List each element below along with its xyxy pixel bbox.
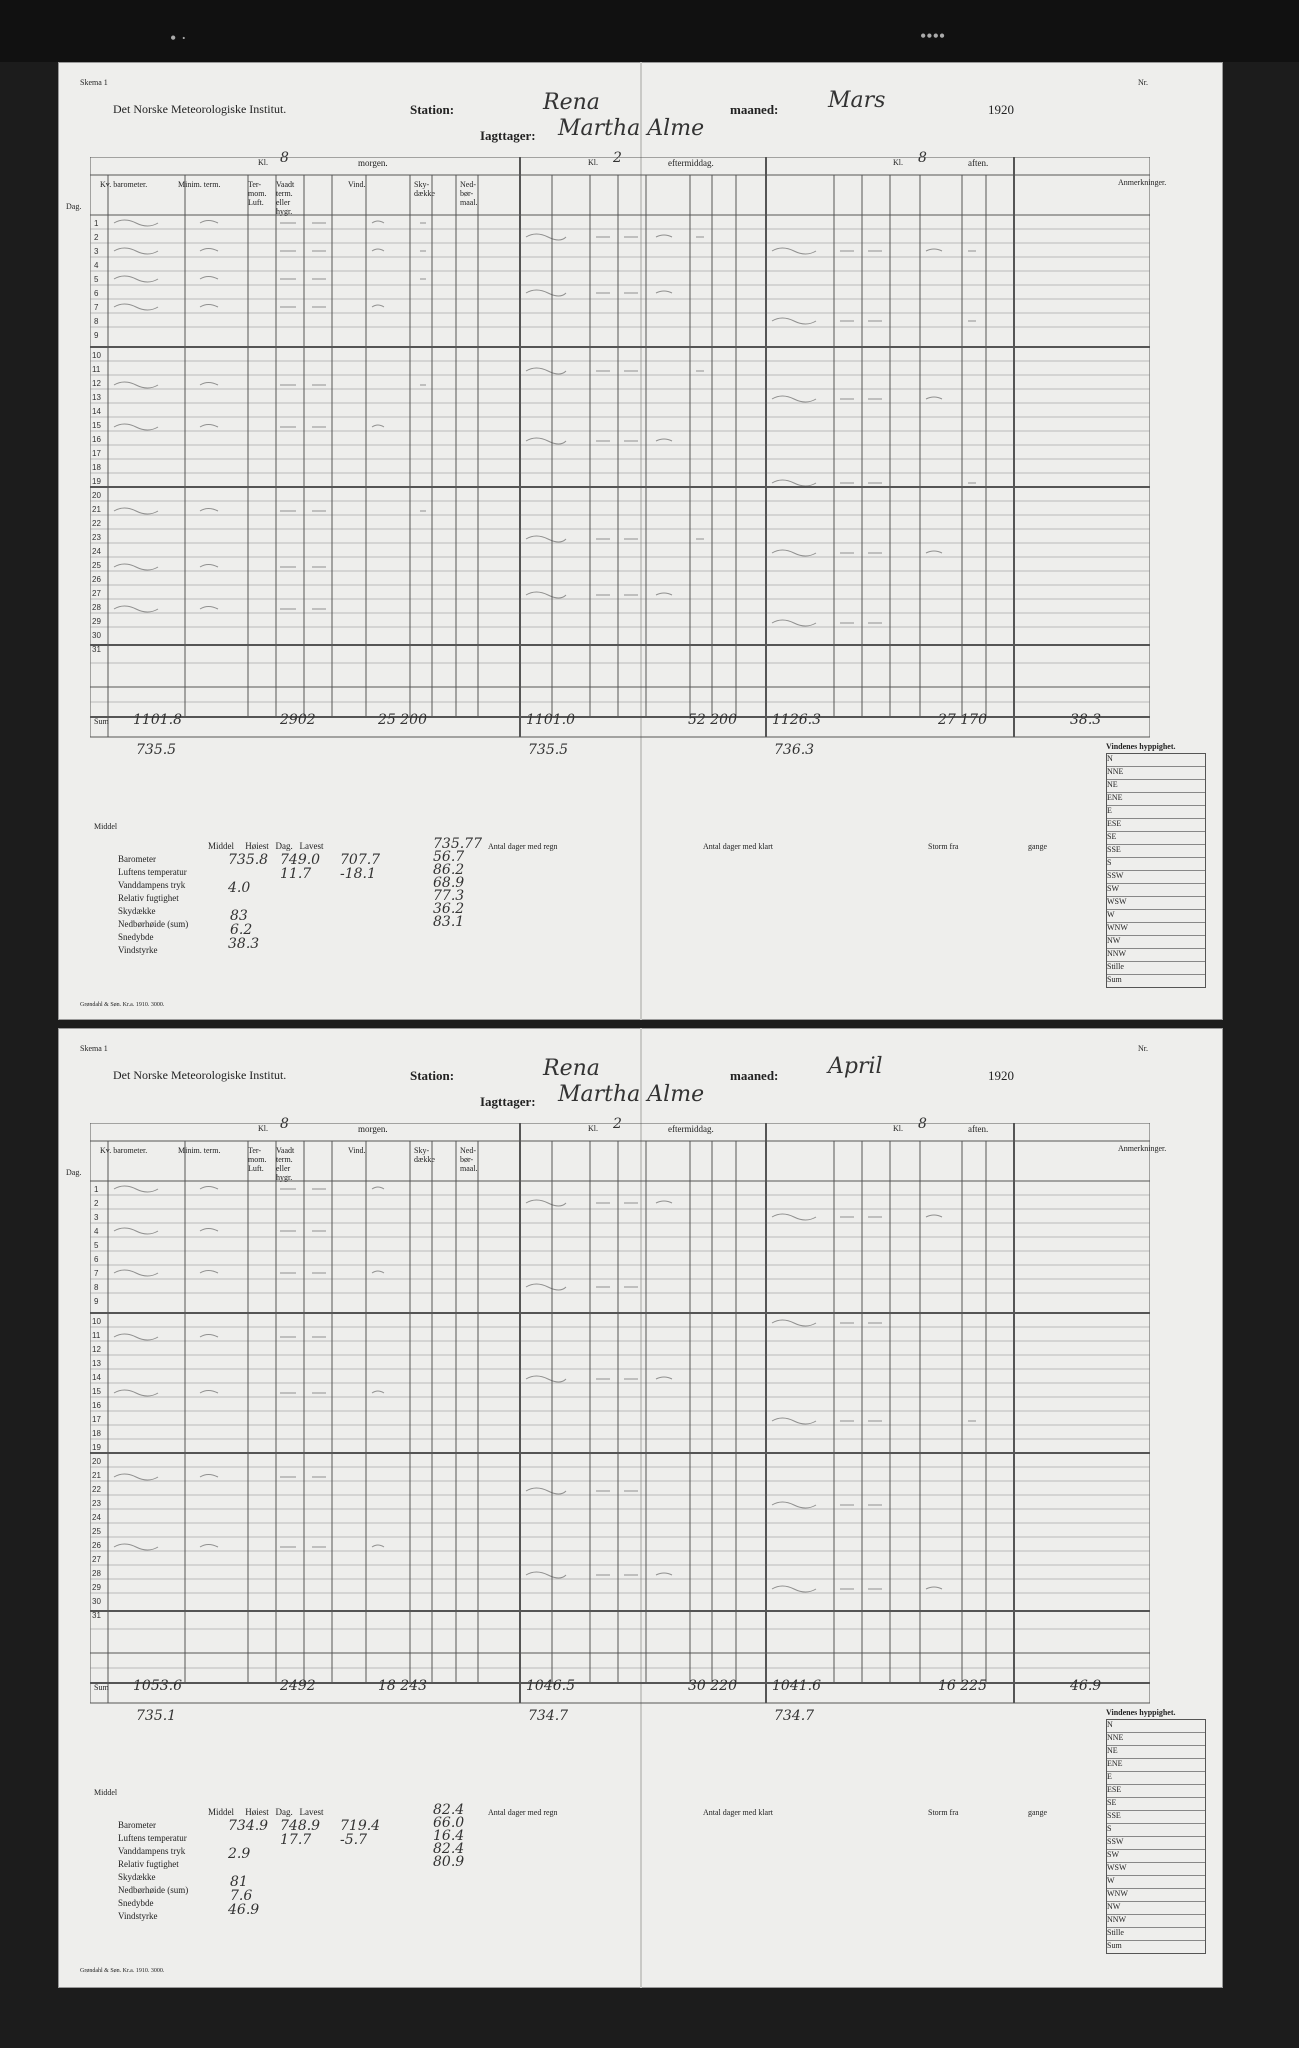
freq-row: NE [1107, 780, 1205, 793]
sum-wind-afternoon: 30 220 [688, 1678, 737, 1694]
observation-table [90, 157, 1150, 757]
middel-row-label: Middel [94, 1788, 118, 1797]
summary-middel-header: Middel [208, 841, 234, 851]
svg-text:5: 5 [94, 275, 99, 284]
kl-evening: Kl. [893, 1124, 903, 1133]
kl-afternoon: Kl. [588, 158, 598, 167]
svg-text:19: 19 [92, 1443, 101, 1452]
year: 1920 [988, 1068, 1014, 1083]
month-label: maaned: [730, 102, 779, 117]
freq-row: SE [1107, 1798, 1205, 1811]
afternoon-label: eftermiddag. [668, 158, 714, 168]
sum-barometer-evening: 1041.6 [772, 1678, 821, 1694]
svg-text:15: 15 [92, 421, 101, 430]
svg-text:13: 13 [92, 393, 101, 402]
sum-wind-morning: 25 200 [378, 712, 427, 728]
svg-text:28: 28 [92, 603, 101, 612]
clear-days-label: Antal dager med klart [703, 842, 773, 851]
station-value: Rena [543, 1056, 600, 1081]
freq-row: Sum [1107, 975, 1122, 984]
calc-value: 16.4 [433, 1828, 465, 1844]
summary-hoiest-header: Høiest [245, 1807, 269, 1817]
kl-morning: Kl. [258, 1124, 268, 1133]
mean-barometer: 734.9 [228, 1818, 269, 1834]
svg-text:23: 23 [92, 533, 101, 542]
sum-barometer-evening-corrected: 734.7 [774, 1708, 815, 1724]
svg-text:1: 1 [94, 219, 99, 228]
summary-line: Snedybde [118, 932, 154, 942]
freq-row: NE [1107, 1746, 1205, 1759]
svg-text:14: 14 [92, 407, 101, 416]
col-minmax-header: Minim. term. [178, 1146, 221, 1155]
calc-value: 82.4 [433, 1802, 465, 1818]
schema-label: Skema 1 [80, 1044, 108, 1053]
summary-middel-header: Middel [208, 1807, 234, 1817]
svg-text:8: 8 [94, 1283, 99, 1292]
svg-text:24: 24 [92, 547, 101, 556]
freq-row: Stille [1107, 962, 1205, 975]
svg-text:21: 21 [92, 505, 101, 514]
svg-text:3: 3 [94, 247, 99, 256]
hour-evening: 8 [918, 1116, 927, 1132]
month-label: maaned: [730, 1068, 779, 1083]
svg-text:1: 1 [94, 1185, 99, 1194]
summary-line: Nedbørhøide (sum) [118, 1885, 189, 1895]
col-term-header: Ter- mom. Luft. [248, 180, 267, 207]
col-sky-header: Sky- dække [414, 1146, 435, 1164]
svg-text:16: 16 [92, 435, 101, 444]
sum-barometer-afternoon: 1046.5 [526, 1678, 575, 1694]
sum-barometer: 1053.6 [133, 1678, 182, 1694]
svg-text:22: 22 [92, 519, 101, 528]
sum-barometer-evening: 1126.3 [772, 712, 821, 728]
freq-row: SE [1107, 832, 1205, 845]
svg-text:10: 10 [92, 351, 101, 360]
sum-barometer-evening-corrected: 736.3 [774, 742, 815, 758]
storm-label: Storm fra [928, 1808, 959, 1817]
sum-barometer-afternoon-corrected: 735.5 [528, 742, 569, 758]
col-minmax-header: Minim. term. [178, 180, 221, 189]
freq-row: NNW [1107, 1915, 1205, 1928]
freq-row: ENE [1107, 793, 1205, 806]
calc-value: 735.77 [433, 836, 482, 852]
calc-value: 36.2 [433, 901, 465, 917]
svg-text:3: 3 [94, 1213, 99, 1222]
freq-row: E [1107, 1772, 1205, 1785]
nr-label: Nr. [1138, 1044, 1148, 1053]
freq-row: SSE [1107, 1811, 1205, 1824]
mean-humidity: 83 [230, 908, 248, 924]
month-value: April [828, 1054, 883, 1079]
svg-text:12: 12 [92, 379, 101, 388]
svg-text:14: 14 [92, 1373, 101, 1382]
calc-value: 56.7 [433, 849, 465, 865]
svg-text:18: 18 [92, 1429, 101, 1438]
hour-morning: 8 [280, 150, 289, 166]
col-vaad-header: Vaadt term. eller hygr. [276, 1146, 295, 1182]
day-header: Dag. [66, 1168, 82, 1177]
summary-line: Barometer [118, 854, 156, 864]
svg-text:10: 10 [92, 1317, 101, 1326]
day-header: Dag. [66, 202, 82, 211]
freq-row: WNW [1107, 1889, 1205, 1902]
col-wind-header: Vind. [348, 180, 366, 189]
col-rain-header: Ned- bør- maal. [460, 180, 478, 207]
hour-morning: 8 [280, 1116, 289, 1132]
mean-temperature: 4.0 [228, 880, 251, 896]
svg-text:30: 30 [92, 631, 101, 640]
freq-row: W [1107, 910, 1205, 923]
kl-afternoon: Kl. [588, 1124, 598, 1133]
sum-barometer-afternoon: 1101.0 [526, 712, 575, 728]
sum-temperature: 2492 [280, 1678, 316, 1694]
sum-precipitation: 38.3 [1070, 712, 1102, 728]
side-calculation [433, 838, 482, 929]
summary-line: Vanddampens tryk [118, 1846, 186, 1856]
svg-text:11: 11 [92, 1331, 101, 1340]
svg-text:22: 22 [92, 1485, 101, 1494]
min-temperature: -18.1 [340, 866, 376, 882]
freq-row: WNW [1107, 923, 1205, 936]
freq-row: NNE [1107, 767, 1205, 780]
summary-line: Vindstyrke [118, 945, 158, 955]
sum-precipitation: 46.9 [1070, 1678, 1102, 1694]
svg-text:2: 2 [94, 1199, 99, 1208]
middel-row-label: Middel [94, 822, 118, 831]
precipitation-sum: 46.9 [228, 1902, 260, 1918]
mean-humidity: 81 [230, 1874, 248, 1890]
min-barometer: 707.7 [340, 852, 381, 868]
svg-text:27: 27 [92, 1555, 101, 1564]
morning-label: morgen. [358, 158, 388, 168]
freq-row: S [1107, 858, 1205, 871]
sum-wind-afternoon: 52 200 [688, 712, 737, 728]
freq-row: SW [1107, 1850, 1205, 1863]
sum-temperature: 2902 [280, 712, 316, 728]
svg-text:23: 23 [92, 1499, 101, 1508]
wind-frequency-title: Vindenes hyppighet. [1106, 742, 1176, 751]
freq-row: NW [1107, 936, 1205, 949]
hour-evening: 8 [918, 150, 927, 166]
summary-line: Luftens temperatur [118, 1833, 187, 1843]
svg-text:20: 20 [92, 1457, 101, 1466]
calc-value: 68.9 [433, 875, 465, 891]
printer-footer: Grøndahl & Søn. Kr.a. 1910. 3000. [80, 1002, 165, 1008]
summary-lavest-header: Lavest [299, 841, 324, 851]
schema-label: Skema 1 [80, 78, 108, 87]
monthly-summary [118, 840, 438, 957]
mean-barometer: 735.8 [228, 852, 269, 868]
svg-text:16: 16 [92, 1401, 101, 1410]
svg-text:31: 31 [92, 645, 101, 654]
observer-label: Iagttager: [480, 128, 536, 143]
printer-footer: Grøndahl & Søn. Kr.a. 1910. 3000. [80, 1968, 165, 1974]
summary-line: Skydække [118, 1872, 156, 1882]
hour-afternoon: 2 [613, 1116, 622, 1132]
wind-frequency-table [1106, 1708, 1206, 1954]
calc-value: 80.9 [433, 1854, 465, 1870]
freq-row: ESE [1107, 819, 1205, 832]
col-sky-header: Sky- dække [414, 180, 435, 198]
mean-temperature: 2.9 [228, 1846, 251, 1862]
sum-wind-evening: 16 225 [938, 1678, 987, 1694]
freq-row: N [1107, 754, 1205, 767]
nr-label: Nr. [1138, 78, 1148, 87]
calc-value: 86.2 [433, 862, 465, 878]
sum-wind-evening: 27 170 [938, 712, 987, 728]
svg-text:18: 18 [92, 463, 101, 472]
svg-text:4: 4 [94, 261, 99, 270]
svg-text:13: 13 [92, 1359, 101, 1368]
svg-text:17: 17 [92, 1415, 101, 1424]
mean-cloud-cover: 6.2 [230, 922, 253, 938]
sum-barometer: 1101.8 [133, 712, 182, 728]
wind-frequency-title: Vindenes hyppighet. [1106, 1708, 1176, 1717]
col-rain-header: Ned- bør- maal. [460, 1146, 478, 1173]
svg-text:25: 25 [92, 1527, 101, 1536]
freq-row: NW [1107, 1902, 1205, 1915]
monthly-summary [118, 1806, 438, 1923]
freq-row: ENE [1107, 1759, 1205, 1772]
observation-table [90, 1123, 1150, 1723]
summary-line: Relativ fugtighet [118, 1859, 179, 1869]
form-sheet-april [58, 1028, 1223, 1988]
afternoon-label: eftermiddag. [668, 1124, 714, 1134]
observer-value: Martha Alme [558, 1082, 705, 1107]
summary-line: Barometer [118, 1820, 156, 1830]
sum-wind-morning: 18 243 [378, 1678, 427, 1694]
svg-text:28: 28 [92, 1569, 101, 1578]
svg-text:26: 26 [92, 1541, 101, 1550]
observer-label: Iagttager: [480, 1094, 536, 1109]
svg-text:17: 17 [92, 449, 101, 458]
max-barometer: 749.0 [280, 852, 321, 868]
freq-row: N [1107, 1720, 1205, 1733]
svg-text:9: 9 [94, 1297, 99, 1306]
svg-text:20: 20 [92, 491, 101, 500]
summary-line: Nedbørhøide (sum) [118, 919, 189, 929]
summary-hoiest-header: Høiest [245, 841, 269, 851]
svg-text:29: 29 [92, 1583, 101, 1592]
freq-row: SSE [1107, 845, 1205, 858]
remarks-header: Anmerkninger. [1118, 1144, 1167, 1153]
evening-label: aften. [968, 158, 989, 168]
svg-text:30: 30 [92, 1597, 101, 1606]
gange-label: gange [1028, 1808, 1048, 1817]
observer-value: Martha Alme [558, 116, 705, 141]
summary-line: Vindstyrke [118, 1911, 158, 1921]
rain-days-label: Antal dager med regn [488, 842, 558, 851]
col-baro-header: Kv. barometer. [100, 180, 148, 189]
svg-text:8: 8 [94, 317, 99, 326]
freq-row: Sum [1107, 1941, 1122, 1950]
hour-afternoon: 2 [613, 150, 622, 166]
max-temperature: 11.7 [280, 866, 312, 882]
kl-evening: Kl. [893, 158, 903, 167]
summary-line: Luftens temperatur [118, 867, 187, 877]
summary-line: Relativ fugtighet [118, 893, 179, 903]
summary-dag-header: Dag. [275, 1807, 293, 1817]
col-vaad-header: Vaadt term. eller hygr. [276, 180, 295, 216]
max-temperature: 17.7 [280, 1832, 312, 1848]
institute-name: Det Norske Meteorologiske Institut. [113, 1068, 287, 1082]
institute-name: Det Norske Meteorologiske Institut. [113, 102, 287, 116]
col-wind-header: Vind. [348, 1146, 366, 1155]
month-value: Mars [828, 88, 886, 113]
summary-line: Skydække [118, 906, 156, 916]
evening-label: aften. [968, 1124, 989, 1134]
sum-barometer-corrected: 735.5 [136, 742, 177, 758]
svg-text:31: 31 [92, 1611, 101, 1620]
col-term-header: Ter- mom. Luft. [248, 1146, 267, 1173]
svg-text:26: 26 [92, 575, 101, 584]
wind-frequency-table [1106, 742, 1206, 988]
freq-row: NNE [1107, 1733, 1205, 1746]
freq-row: SSW [1107, 1837, 1205, 1850]
svg-text:24: 24 [92, 1513, 101, 1522]
max-barometer: 748.9 [280, 1818, 321, 1834]
year: 1920 [988, 102, 1014, 117]
station-label: Station: [410, 102, 455, 117]
summary-line: Vanddampens tryk [118, 880, 186, 890]
freq-row: WSW [1107, 1863, 1205, 1876]
svg-text:6: 6 [94, 289, 99, 298]
freq-row: S [1107, 1824, 1205, 1837]
remarks-header: Anmerkninger. [1118, 178, 1167, 187]
gange-label: gange [1028, 842, 1048, 851]
freq-row: WSW [1107, 897, 1205, 910]
precipitation-sum: 38.3 [228, 936, 260, 952]
morning-label: morgen. [358, 1124, 388, 1134]
min-barometer: 719.4 [340, 1818, 381, 1834]
freq-row: W [1107, 1876, 1205, 1889]
calc-value: 77.3 [433, 888, 465, 904]
side-calculation [433, 1804, 464, 1869]
freq-row: SSW [1107, 871, 1205, 884]
svg-text:12: 12 [92, 1345, 101, 1354]
freq-row: Stille [1107, 1928, 1205, 1941]
svg-text:6: 6 [94, 1255, 99, 1264]
calc-value: 82.4 [433, 1841, 465, 1857]
svg-text:7: 7 [94, 1269, 99, 1278]
svg-text:25: 25 [92, 561, 101, 570]
svg-text:5: 5 [94, 1241, 99, 1250]
sum-row-label: Sum [94, 1683, 109, 1692]
svg-text:19: 19 [92, 477, 101, 486]
sum-barometer-afternoon-corrected: 734.7 [528, 1708, 569, 1724]
col-baro-header: Kv. barometer. [100, 1146, 148, 1155]
storm-label: Storm fra [928, 842, 959, 851]
calc-value: 66.0 [433, 1815, 465, 1831]
svg-text:15: 15 [92, 1387, 101, 1396]
svg-text:7: 7 [94, 303, 99, 312]
scan-mark-right: •••• [920, 26, 946, 46]
summary-lavest-header: Lavest [299, 1807, 324, 1817]
summary-dag-header: Dag. [275, 841, 293, 851]
station-label: Station: [410, 1068, 455, 1083]
scan-mark-left: • · [170, 28, 187, 48]
rain-days-label: Antal dager med regn [488, 1808, 558, 1817]
min-temperature: -5.7 [340, 1832, 367, 1848]
sum-row-label: Sum [94, 717, 109, 726]
svg-text:27: 27 [92, 589, 101, 598]
svg-text:4: 4 [94, 1227, 99, 1236]
freq-row: NNW [1107, 949, 1205, 962]
clear-days-label: Antal dager med klart [703, 1808, 773, 1817]
scan-border [0, 0, 1299, 62]
sum-barometer-corrected: 735.1 [136, 1708, 177, 1724]
kl-morning: Kl. [258, 158, 268, 167]
svg-text:2: 2 [94, 233, 99, 242]
svg-text:11: 11 [92, 365, 101, 374]
summary-line: Snedybde [118, 1898, 154, 1908]
station-value: Rena [543, 90, 600, 115]
svg-text:21: 21 [92, 1471, 101, 1480]
calc-value: 83.1 [433, 914, 465, 930]
freq-row: ESE [1107, 1785, 1205, 1798]
svg-text:29: 29 [92, 617, 101, 626]
freq-row: E [1107, 806, 1205, 819]
svg-text:9: 9 [94, 331, 99, 340]
form-sheet-march [58, 62, 1223, 1020]
mean-cloud-cover: 7.6 [230, 1888, 253, 1904]
freq-row: SW [1107, 884, 1205, 897]
